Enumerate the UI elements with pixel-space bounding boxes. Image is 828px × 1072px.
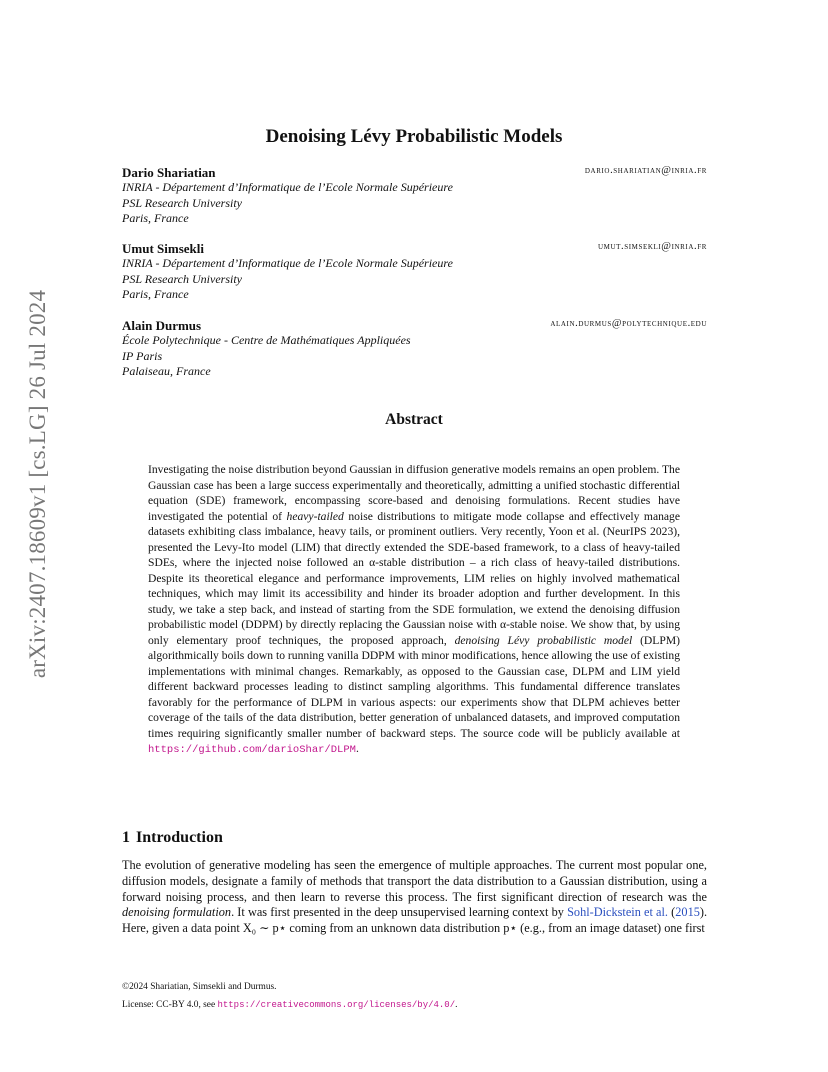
- author-affiliation-line: PSL Research University: [122, 271, 242, 286]
- author-affiliation-line: PSL Research University: [122, 195, 242, 210]
- abstract-heading: Abstract: [385, 411, 443, 428]
- citation-year-link[interactable]: 2015: [675, 905, 700, 920]
- intro-text: (: [668, 905, 676, 920]
- author-name: Umut Simsekli: [122, 241, 204, 256]
- abstract-text: noise distributions to mitigate mode collapse and effectively manage datasets exhibiting class imbalance, heavy tails, or prominent outliers. Very recently, Yoon et al. (NeurIPS 2023), presented the Levy-Ito model (LIM) that directly extended the SDE-based framework, to a class of heavy-tailed SDEs, where the injected noise followed an α-stable distribution – a rich class of heavy-tailed distributions. Despite its theoretical elegance and performance improvements, LIM relies on highly involved mathematical techniques, which may limit its accessibility and hinder its broader adoption and further development. In this study, we take a step back, and instead of starting from the SDE formulation, we extend the denoising diffusion probabilistic model (DDPM) by directly replacing the Gaussian noise with α-stable noise. We show that, by using only elementary proof techniques, the proposed approach,: [148, 509, 680, 647]
- arxiv-sidebar-stamp: [20, 289, 56, 679]
- author-affiliation-line: INRIA - Département d’Informatique de l’Ecole Normale Supérieure: [122, 256, 453, 270]
- section-heading: [122, 829, 223, 847]
- author-name: Alain Durmus: [122, 318, 202, 333]
- abstract-emphasis: heavy-tailed: [286, 509, 344, 523]
- abstract-body: [148, 462, 680, 759]
- intro-text: The evolution of generative modeling has seen the emergence of multiple approaches. The current most popular one, diffusion models, designate a family of methods that transport the data distribution to a Gaussian distribution, using a forward noising process, and then learn to reverse this process. The first significant direction of research was the: [122, 858, 707, 904]
- author-affiliation-line: Paris, France: [122, 211, 189, 225]
- copyright-notice: ©2024 Shariatian, Simsekli and Durmus.: [122, 982, 277, 992]
- intro-emphasis: denoising formulation: [122, 905, 232, 920]
- author-affiliation-line: Palaiseau, France: [122, 364, 211, 378]
- intro-text: . It was first presented in the deep unsupervised learning context by: [231, 905, 568, 920]
- abstract-emphasis: denoising Lévy probabilistic model: [454, 633, 633, 647]
- abstract-text: .: [355, 742, 359, 755]
- paper-title: Denoising Lévy Probabilistic Models: [265, 126, 563, 147]
- author-block: [122, 318, 707, 380]
- author-affiliation-line: INRIA - Département d’Informatique de l’Ecole Normale Supérieure: [122, 180, 453, 194]
- abstract-text: (DLPM) algorithmically boils down to running vanilla DDPM with minor modifications, hence allowing the use of existing implementations with minimal changes. Remarkably, as opposed to the Gaussian case, DLPM and LIM yield different backward processes leading to distinct sampling algorithms. This fundamental difference translates favorably for the performance of DLPM in various aspects: our experiments show that DLPM achieves better coverage of the tails of the data distribution, better generation of unbalanced datasets, and improved computation times requiring significantly smaller number of backward steps. The source code will be publicly available at: [148, 633, 681, 740]
- license-link[interactable]: https://creativecommons.org/licenses/by/4.0/: [217, 1000, 456, 1010]
- author-block: [122, 241, 707, 303]
- author-block: [122, 165, 707, 227]
- author-affiliation-line: IP Paris: [122, 348, 163, 363]
- section-number: 1: [122, 829, 130, 846]
- license-suffix: .: [455, 1000, 458, 1010]
- license-prefix: License: CC-BY 4.0, see: [122, 1000, 218, 1010]
- author-email[interactable]: dario.shariatian@inria.fr: [584, 165, 707, 176]
- author-affiliation-line: École Polytechnique - Centre de Mathématiques Appliquées: [122, 333, 411, 347]
- license-notice: [122, 1000, 457, 1010]
- author-name: Dario Shariatian: [122, 165, 216, 180]
- author-affiliation-line: Paris, France: [122, 287, 189, 301]
- arxiv-id: arXiv:2407.18609v1 [cs.LG] 26 Jul 2024: [25, 289, 50, 679]
- section-title: Introduction: [136, 829, 223, 846]
- citation-link[interactable]: Sohl-Dickstein et al.: [567, 905, 668, 920]
- author-email[interactable]: alain.durmus@polytechnique.edu: [550, 318, 707, 329]
- intro-text: ). Here, given a data point X₀ ∼ p⋆ coming from an unknown data distribution p⋆ (e.g., from an image dataset) one first: [122, 905, 708, 936]
- author-email[interactable]: umut.simsekli@inria.fr: [597, 241, 707, 252]
- introduction-body: [122, 858, 707, 937]
- source-code-link[interactable]: https://github.com/darioShar/DLPM: [148, 744, 356, 756]
- abstract-text: Investigating the noise distribution beyond Gaussian in diffusion generative models remains an open problem. The Gaussian case has been a large success experimentally and theoretically, admitting a unified stochastic differential equation (SDE) framework, encompassing score-based and denoising formulations. Recent studies have investigated the potential of: [148, 463, 680, 523]
